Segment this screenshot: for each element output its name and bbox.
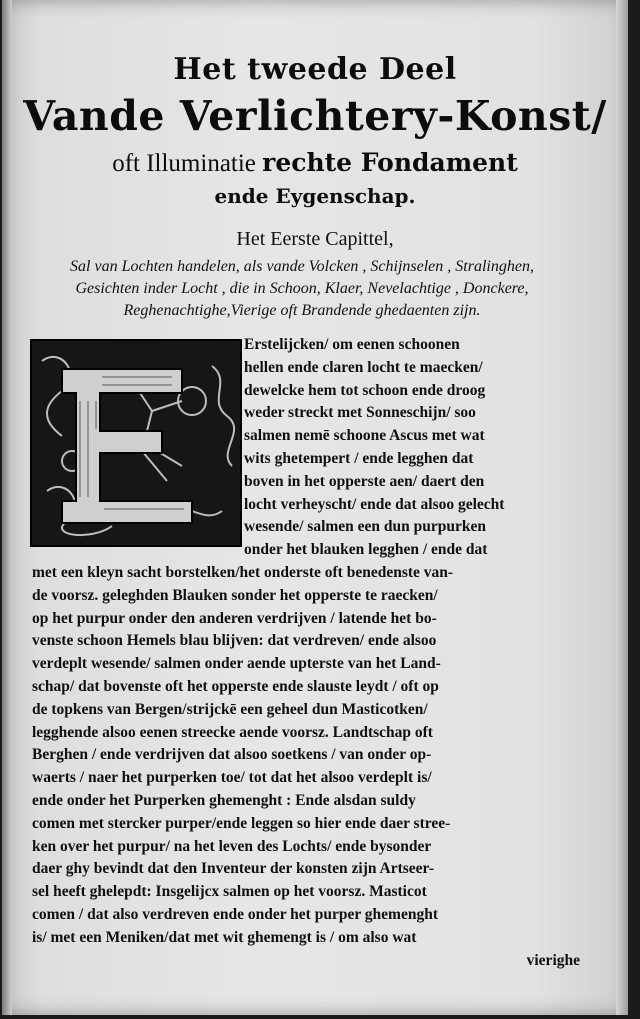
body-line: met een kleyn sacht borstelken/het onderste oft benedenste van- — [32, 563, 454, 581]
part-heading: Het tweede Deel — [173, 52, 457, 87]
body-line: Erstelijcken/ om eenen schoonen — [244, 336, 460, 353]
body-line: salmen nemē schoone Ascus met wat — [244, 427, 485, 445]
body-line: vierighe — [526, 951, 580, 969]
body-line: ken over het purpur/ na het leven des Lochts/ ende bysonder — [32, 837, 432, 855]
body-line: wesende/ salmen een dun purpurken — [244, 518, 487, 536]
body-line: ende onder het Purperken ghemenght : Ende alsdan suldy — [32, 791, 416, 809]
body-line: op het purpur onder den anderen verdrijven / latende het bo- — [32, 609, 437, 627]
body-line: locht verheyscht/ ende dat alsoo gelecht — [244, 495, 505, 513]
body-line: weder streckt met Sonneschijn/ soo — [244, 404, 476, 422]
body-line: schap/ dat bovenste oft het opperste ende slauste leydt / oft op — [32, 677, 439, 695]
book-page — [2, 0, 628, 1015]
summary-line-1: Sal van Lochten handelen, als vande Volcken , Schijnselen , Stralinghen, — [70, 258, 534, 275]
body-line: de topkens van Bergen/strijckē een geheel dun Masticotken/ — [32, 700, 428, 718]
body-line: daer ghy bevindt dat den Inventeur der konsten zijn Artseer- — [32, 860, 435, 878]
summary-line-2: Gesichten inder Locht , die in Schoon, Klaer, Nevelachtige , Donckere, — [75, 280, 529, 297]
body-line: sel heeft ghelepdt: Insgelijcx salmen op het voorsz. Masticot — [32, 883, 427, 901]
body-line: boven in het opperste aen/ daert den — [244, 472, 485, 490]
book-subtitle — [2, 148, 628, 178]
body-line: wits ghetempert / ende legghen dat — [244, 449, 474, 467]
book-subtitle-end: ende Eygenschap. — [214, 184, 416, 208]
subtitle-bold: rechte Fondament — [262, 148, 518, 177]
summary-line-3: Reghenachtighe,Vierige oft Brandende ghedaenten zijn. — [123, 302, 481, 319]
body-line: Berghen / ende verdrijven dat alsoo soetkens / van onder op- — [32, 746, 432, 764]
body-line: comen met stercker purper/ende leggen so hier ende daer stree- — [32, 814, 451, 832]
body-line: onder het blauken legghen / ende dat — [244, 541, 488, 559]
body-line: de voorsz. geleghden Blauken sonder het opperste te raecken/ — [32, 586, 438, 604]
body-line: is/ met een Meniken/dat met wit ghemengt is / om also wat — [32, 928, 417, 946]
body-line: legghende alsoo eenen streecke aende voorsz. Landtschap oft — [32, 723, 433, 741]
body-line: dewelcke hem tot schoon ende droog — [244, 381, 486, 399]
body-line: verdeplt wesende/ salmen onder aende upterste van het Land- — [32, 655, 441, 673]
body-line: comen / dat also verdreven ende onder het purper ghemenght — [32, 905, 438, 923]
body-text — [32, 334, 580, 972]
chapter-summary — [22, 256, 582, 322]
book-title: Vande Verlichtery-Konst/ — [23, 92, 607, 140]
body-line: waerts / naer het purperken toe/ tot dat het alsoo verdeplt is/ — [32, 769, 432, 787]
subtitle-plain: oft Illuminatie — [112, 150, 263, 177]
chapter-title: Het Eerste Capittel, — [236, 228, 394, 250]
body-line: venste schoon Hemels blau blijven: dat verdreven/ ende alsoo — [32, 632, 437, 650]
body-line: hellen ende claren locht te maecken/ — [244, 358, 483, 376]
